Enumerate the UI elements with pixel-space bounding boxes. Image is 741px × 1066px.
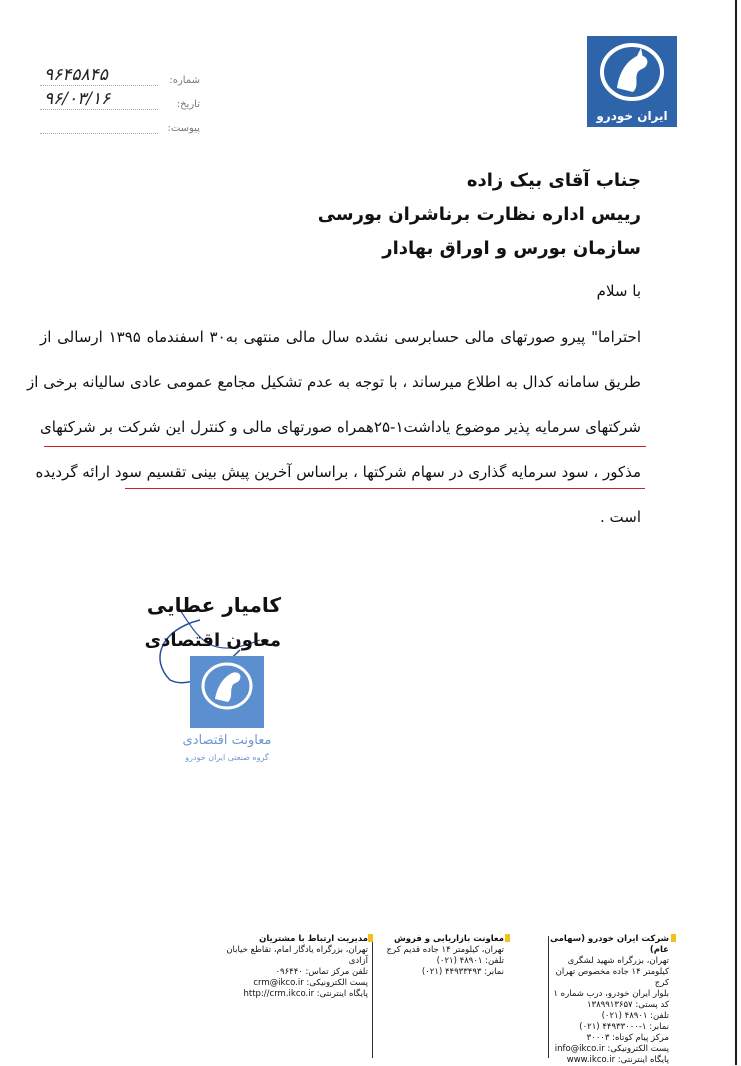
body-line-2: طریق سامانه کدال به اطلاع میرساند ، با توجه به عدم تشکیل مجامع عمومی عادی سالیانه برخی از — [27, 373, 641, 391]
date-label: تاریخ: — [176, 99, 200, 110]
addressee-organization: سازمان بورس و اوراق بهادار — [382, 238, 641, 259]
red-underline-2 — [125, 488, 645, 489]
signatory-name: کامیار عطایی — [146, 593, 281, 617]
footer-company-line: مرکز پیام کوتاه: ۳۰۰۰۳ — [586, 1033, 669, 1043]
footer-company-line: تلفن: ۴۸۹۰۱ (۰۲۱) — [601, 1011, 669, 1021]
body-line-4: مذکور ، سود سرمایه گذاری در سهام شرکتها ، براساس آخرین پیش بینی تقسیم سود ارائه گردیده — [35, 463, 641, 481]
footer-company-line: بلوار ایران خودرو، درب شماره ۱ — [553, 989, 669, 999]
stamp-subtext: گروه صنعتی ایران خودرو — [185, 753, 269, 762]
number-label: شماره: — [169, 75, 200, 86]
footer-sales-heading: معاونت بازاریابی و فروش — [393, 934, 504, 944]
footer-customer-line: تلفن مرکز تماس: ۰۹۶۴۴۰ — [275, 967, 368, 977]
body-line-1: احتراما" پیرو صورتهای مالی حسابرسی نشده سال مالی منتهی به۳۰ اسفندماه ۱۳۹۵ ارسالی از — [40, 328, 641, 346]
footer-company-email[interactable]: پست الکترونیکی: info@ikco.ir — [554, 1044, 669, 1054]
signatory-title: معاون اقتصادی — [144, 630, 281, 651]
number-row — [40, 62, 200, 86]
ikco-horse-logo-icon — [587, 36, 677, 127]
footer-sales-line: نمابر: ۴۴۹۳۳۴۹۳ (۰۲۱) — [421, 967, 504, 977]
footer-company-line: کد پستی: ۱۳۸۹۹۱۳۶۵۷ — [586, 1000, 669, 1010]
footer-company-line: تهران، بزرگراه شهید لشگری — [567, 956, 669, 966]
footer-company-heading: شرکت ایران خودرو (سهامی عام) — [550, 934, 669, 955]
footer-customer-website[interactable]: پایگاه اینترنتی: http://crm.ikco.ir — [243, 989, 368, 999]
logo-text: ایران خودرو — [596, 109, 668, 123]
body-line-5: است . — [599, 508, 641, 526]
number-value: ۹۶۴۵۸۴۵ — [44, 65, 108, 85]
ikco-stamp-logo-icon — [190, 656, 264, 728]
footer-accent-mark — [368, 934, 373, 942]
body-line-3: شرکتهای سرمایه پذیر موضوع یاداشت۱-۲۵همراه صورتهای مالی و کنترل این شرکت بر شرکتهای — [40, 418, 641, 436]
footer-sales-line: تهران، کیلومتر ۱۴ جاده قدیم کرج — [386, 945, 504, 955]
red-underline-1 — [44, 446, 646, 447]
scan-edge — [735, 0, 737, 1065]
date-value: ۹۶/۰۳/۱۶ — [44, 89, 111, 109]
addressee-block — [318, 164, 641, 266]
addressee-position: رییس اداره نظارت برناشران بورسی — [317, 204, 641, 225]
footer-customer-heading: مدیریت ارتباط با مشتریان — [259, 934, 368, 944]
attachment-row — [40, 110, 200, 134]
footer-company-info — [549, 934, 669, 1066]
footer-accent-mark — [671, 934, 676, 942]
signature-block — [145, 590, 281, 656]
footer-sales-line: تلفن: ۴۸۹۰۱ (۰۲۱) — [436, 956, 504, 966]
footer-customer-info — [218, 934, 368, 1000]
letter-meta — [40, 62, 200, 134]
stamp-text: معاونت اقتصادی — [182, 733, 272, 748]
footer-customer-email[interactable]: پست الکترونیکی: crm@ikco.ir — [253, 978, 368, 988]
footer-company-line: کیلومتر ۱۴ جاده مخصوص تهران کرج — [555, 967, 669, 988]
attachment-label: پیوست: — [167, 123, 200, 134]
footer-sales-info — [384, 934, 504, 978]
footer-customer-line: تهران، بزرگراه یادگار امام، تقاطع خیابان آزادی — [226, 945, 368, 966]
salutation: با سلام — [596, 282, 641, 300]
addressee-name: جناب آقای بیک زاده — [466, 170, 641, 191]
footer-separator — [372, 936, 373, 1058]
footer-company-line: نمابر: ۱-۴۴۹۳۳۰۰۰ (۰۲۱) — [579, 1022, 669, 1032]
footer-company-website[interactable]: پایگاه اینترنتی: www.ikco.ir — [566, 1055, 669, 1065]
footer-accent-mark — [505, 934, 510, 942]
date-row — [40, 86, 200, 110]
